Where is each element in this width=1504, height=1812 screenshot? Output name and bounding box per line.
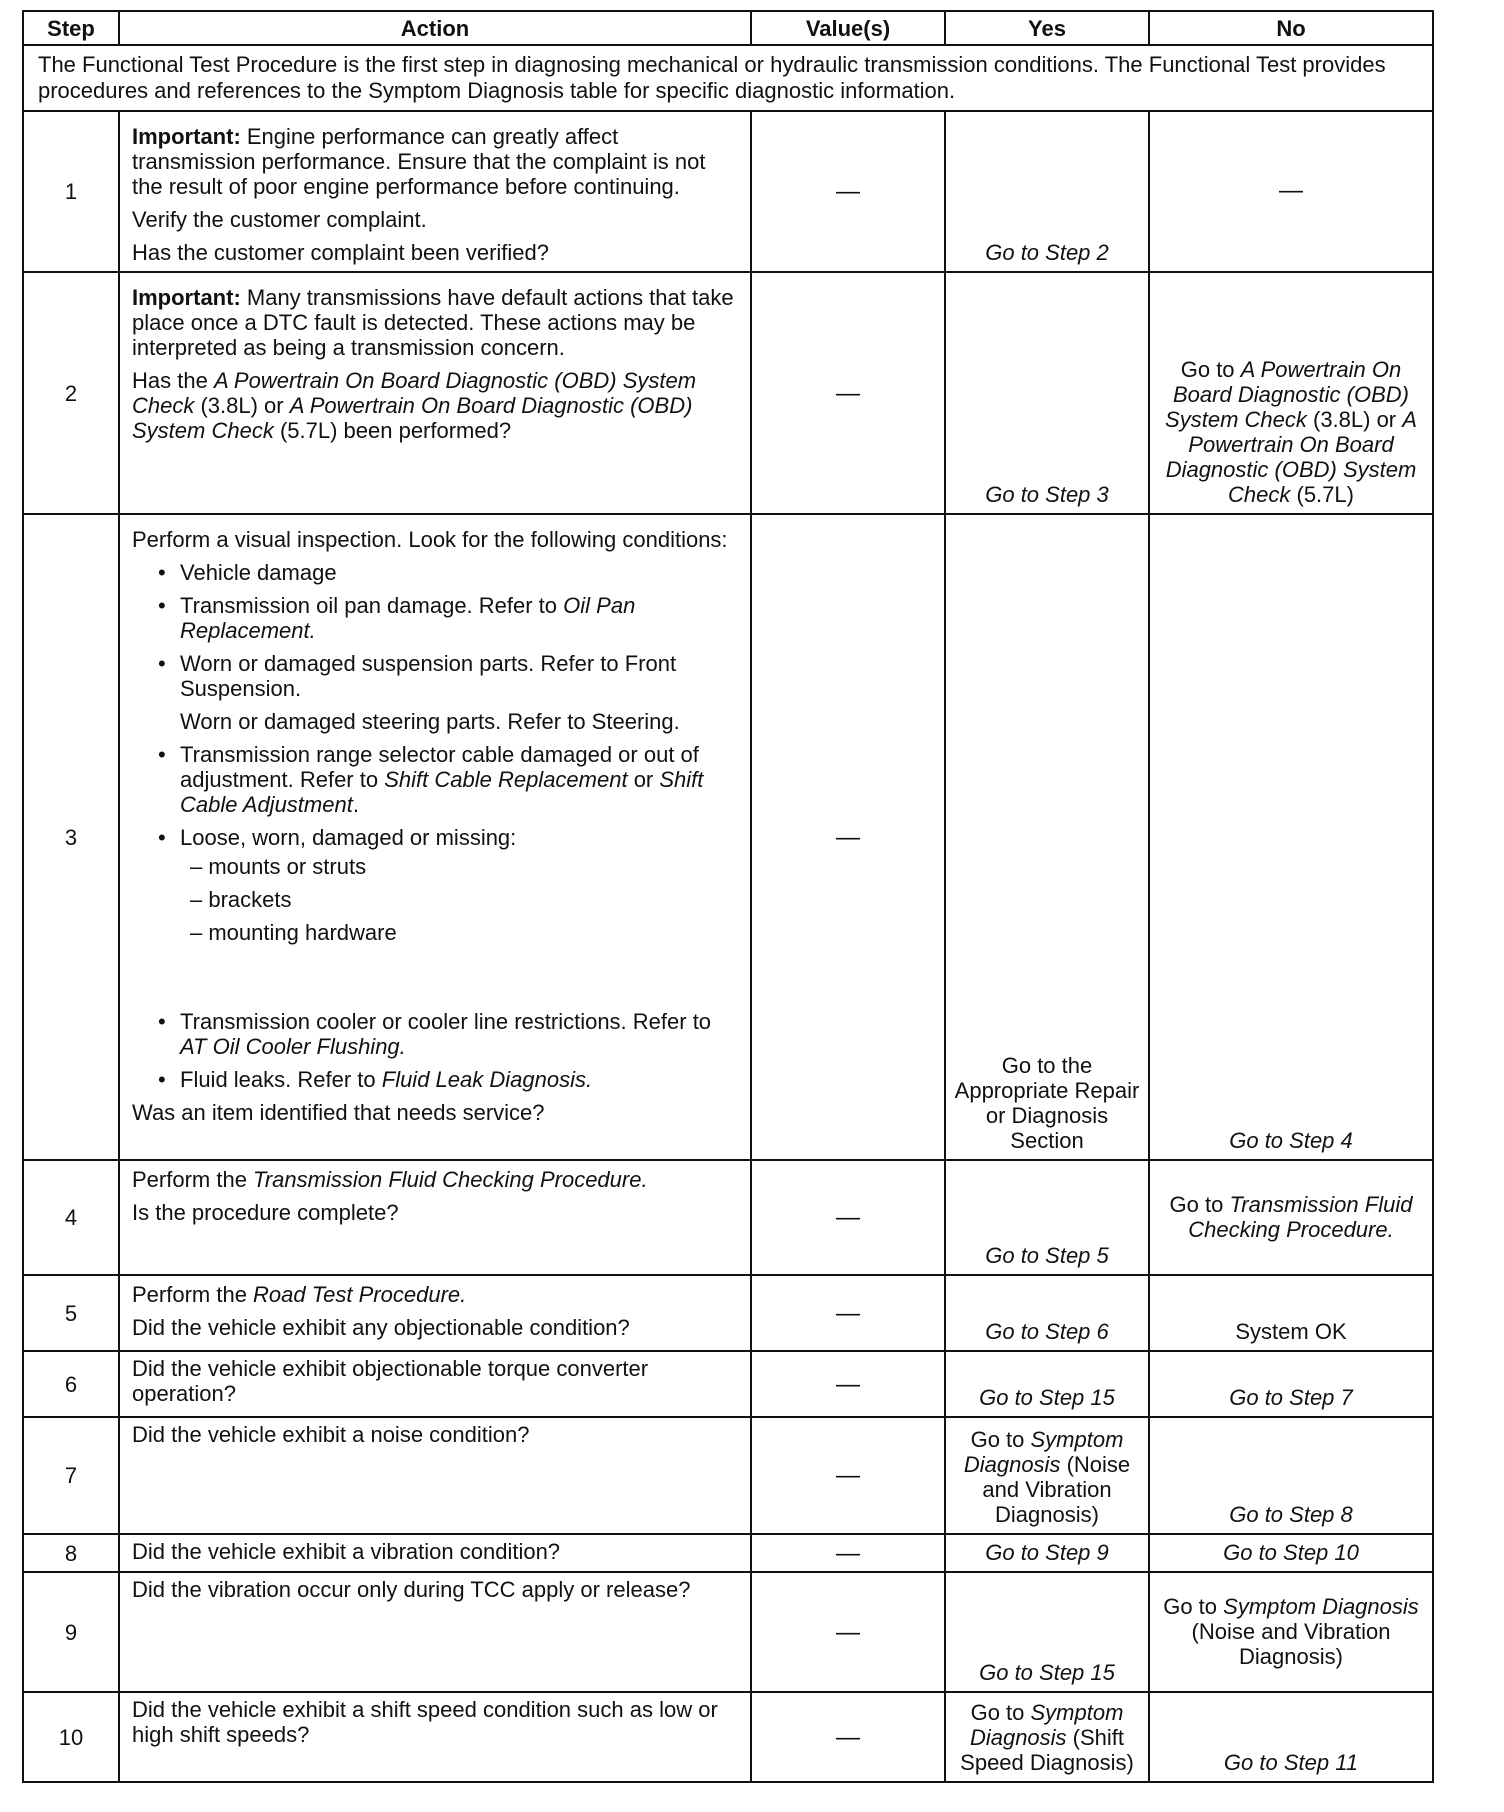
list-item: • Vehicle damage bbox=[146, 560, 740, 585]
header-values: Value(s) bbox=[751, 11, 945, 45]
list-item: • Transmission oil pan damage. Refer to Oil Pan Replacement. bbox=[146, 593, 740, 643]
action-cell: Perform the Transmission Fluid Checking Procedure. Is the procedure complete? bbox=[119, 1160, 751, 1275]
action-cell bbox=[119, 1351, 751, 1417]
yes-cell: Go to Step 6 bbox=[945, 1275, 1149, 1351]
yes-cell: Go to Step 5 bbox=[945, 1160, 1149, 1275]
step-number: 10 bbox=[23, 1692, 119, 1782]
sub-list-item: – mounts or struts bbox=[180, 854, 740, 879]
yes-cell: Go to Symptom Diagnosis (Noise and Vibration Diagnosis) bbox=[945, 1417, 1149, 1534]
step-number: 8 bbox=[23, 1534, 119, 1572]
step-number: 9 bbox=[23, 1572, 119, 1692]
action-cell bbox=[119, 1417, 751, 1534]
list-item: Worn or damaged steering parts. Refer to Steering. bbox=[180, 709, 680, 734]
important-label: Important: bbox=[132, 124, 241, 149]
header-no: No bbox=[1149, 11, 1433, 45]
yes-cell: Go to Symptom Diagnosis (Shift Speed Diagnosis) bbox=[945, 1692, 1149, 1782]
action-question: Was an item identified that needs service? bbox=[132, 1100, 545, 1125]
value-cell: — bbox=[751, 111, 945, 272]
no-cell: Go to Symptom Diagnosis (Noise and Vibration Diagnosis) bbox=[1149, 1572, 1433, 1692]
step-number: 4 bbox=[23, 1160, 119, 1275]
value-cell: — bbox=[751, 1692, 945, 1782]
table-row bbox=[23, 111, 1433, 272]
step-number: 2 bbox=[23, 272, 119, 514]
list-item: • Transmission cooler or cooler line restrictions. Refer to AT Oil Cooler Flushing. bbox=[146, 1009, 740, 1059]
value-cell: — bbox=[751, 1572, 945, 1692]
list-item: • Transmission range selector cable damaged or out of adjustment. Refer to Shift Cable Replacement or Shift Cable Adjustment. bbox=[146, 742, 740, 817]
table-row bbox=[23, 272, 1433, 514]
yes-cell: Go to the Appropriate Repair or Diagnosis Section bbox=[945, 514, 1149, 1160]
no-cell: Go to A Powertrain On Board Diagnostic (OBD) System Check (3.8L) or A Powertrain On Board Diagnostic (OBD) System Check (5.7L) bbox=[1149, 272, 1433, 514]
action-question: Did the vehicle exhibit objectionable torque converter operation? bbox=[132, 1356, 649, 1406]
list-item: • Fluid leaks. Refer to Fluid Leak Diagnosis. bbox=[146, 1067, 740, 1092]
action-cell bbox=[119, 1692, 751, 1782]
value-cell: — bbox=[751, 1160, 945, 1275]
important-label: Important: bbox=[132, 285, 241, 310]
table-row bbox=[23, 1692, 1433, 1782]
yes-cell: Go to Step 15 bbox=[945, 1351, 1149, 1417]
intro-text: The Functional Test Procedure is the first step in diagnosing mechanical or hydraulic transmission conditions. The Functional Test provides procedures and references to the Symptom Diagnosis table for specific diagnostic information. bbox=[23, 45, 1433, 111]
action-question: Did the vehicle exhibit a shift speed condition such as low or high shift speeds? bbox=[132, 1697, 718, 1747]
step-number: 1 bbox=[23, 111, 119, 272]
yes-cell: Go to Step 15 bbox=[945, 1572, 1149, 1692]
table-row bbox=[23, 1534, 1433, 1572]
important-text: Many transmissions have default actions that take place once a DTC fault is detected. These actions may be interpreted as being a transmission concern. bbox=[132, 285, 734, 360]
sub-list-item: – mounting hardware bbox=[180, 920, 740, 945]
yes-cell: Go to Step 3 bbox=[945, 272, 1149, 514]
action-cell bbox=[119, 1572, 751, 1692]
value-cell: — bbox=[751, 514, 945, 1160]
functional-test-document bbox=[22, 10, 1432, 1783]
important-text: Engine performance can greatly affect transmission performance. Ensure that the complaint is not the result of poor engine performance before continuing. bbox=[132, 124, 706, 199]
value-cell: — bbox=[751, 1417, 945, 1534]
action-question: Has the customer complaint been verified? bbox=[132, 240, 549, 265]
value-cell: — bbox=[751, 1351, 945, 1417]
table-row bbox=[23, 1275, 1433, 1351]
table-row bbox=[23, 1160, 1433, 1275]
action-cell bbox=[119, 272, 751, 514]
yes-cell: Go to Step 9 bbox=[945, 1534, 1149, 1572]
no-cell: Go to Step 11 bbox=[1149, 1692, 1433, 1782]
no-cell: Go to Step 4 bbox=[1149, 514, 1433, 1160]
value-cell: — bbox=[751, 1534, 945, 1572]
action-question: Has the A Powertrain On Board Diagnostic (OBD) System Check (3.8L) or A Powertrain On Board Diagnostic (OBD) System Check (5.7L) been performed? bbox=[132, 368, 697, 443]
condition-list bbox=[132, 560, 740, 1092]
step-number: 6 bbox=[23, 1351, 119, 1417]
no-cell: Go to Step 10 bbox=[1149, 1534, 1433, 1572]
step-number: 5 bbox=[23, 1275, 119, 1351]
value-cell: — bbox=[751, 272, 945, 514]
no-cell: Go to Step 8 bbox=[1149, 1417, 1433, 1534]
no-cell: Go to Step 7 bbox=[1149, 1351, 1433, 1417]
action-cell bbox=[119, 514, 751, 1160]
action-line: Perform a visual inspection. Look for the following conditions: bbox=[132, 527, 728, 552]
table-row bbox=[23, 1572, 1433, 1692]
action-question: Did the vibration occur only during TCC apply or release? bbox=[132, 1577, 691, 1602]
header-step: Step bbox=[23, 11, 119, 45]
table-row bbox=[23, 1417, 1433, 1534]
sub-list bbox=[180, 854, 740, 945]
action-question: Did the vehicle exhibit a vibration condition? bbox=[132, 1539, 561, 1564]
action-cell bbox=[119, 1534, 751, 1572]
no-cell: Go to Transmission Fluid Checking Procedure. bbox=[1149, 1160, 1433, 1275]
yes-cell: Go to Step 2 bbox=[945, 111, 1149, 272]
sub-list-item: – brackets bbox=[180, 887, 740, 912]
value-cell: — bbox=[751, 1275, 945, 1351]
list-item: • Worn or damaged suspension parts. Refer to Front Suspension. bbox=[146, 651, 740, 701]
header-action: Action bbox=[119, 11, 751, 45]
step-number: 3 bbox=[23, 514, 119, 1160]
spacer bbox=[146, 953, 740, 1001]
header-row bbox=[23, 11, 1433, 45]
action-cell bbox=[119, 111, 751, 272]
action-question: Did the vehicle exhibit a noise condition? bbox=[132, 1422, 530, 1447]
header-yes: Yes bbox=[945, 11, 1149, 45]
action-cell: Perform the Road Test Procedure. Did the vehicle exhibit any objectionable condition? bbox=[119, 1275, 751, 1351]
no-cell: — bbox=[1149, 111, 1433, 272]
action-question: Is the procedure complete? bbox=[132, 1200, 399, 1225]
table-row bbox=[23, 514, 1433, 1160]
action-line: Verify the customer complaint. bbox=[132, 207, 427, 232]
step-number: 7 bbox=[23, 1417, 119, 1534]
table-row bbox=[23, 1351, 1433, 1417]
diagnostic-table bbox=[22, 10, 1434, 1783]
intro-row bbox=[23, 45, 1433, 111]
no-cell: System OK bbox=[1149, 1275, 1433, 1351]
action-question: Did the vehicle exhibit any objectionable condition? bbox=[132, 1315, 630, 1340]
list-item: • Loose, worn, damaged or missing: – mounts or struts – brackets – mounting hardware bbox=[146, 825, 740, 945]
